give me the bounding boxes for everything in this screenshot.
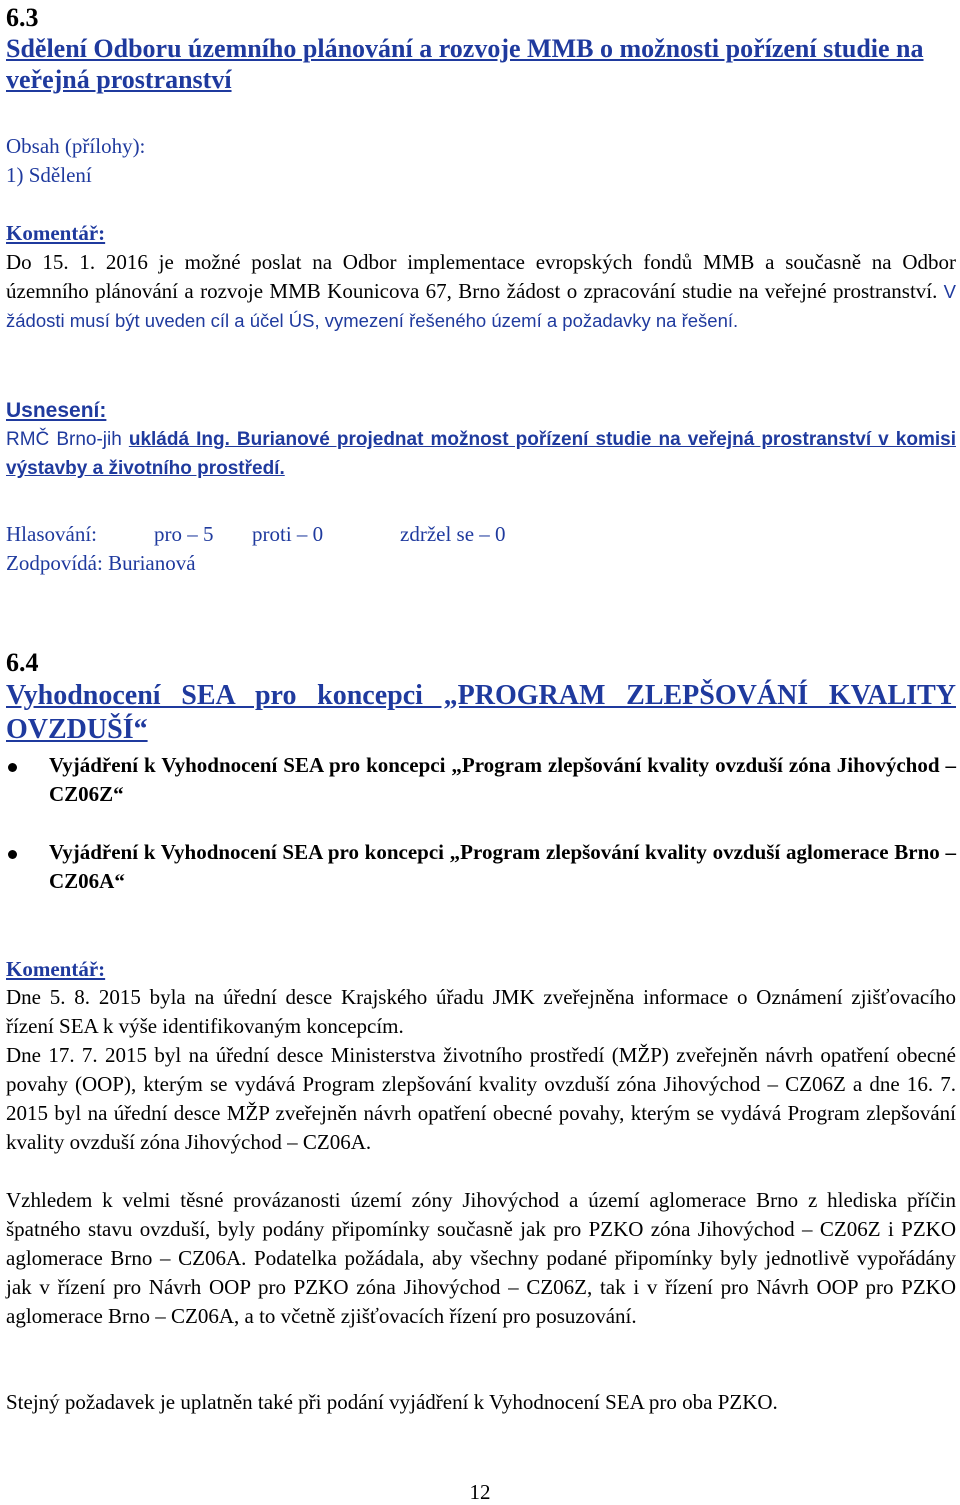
vote-against: proti – 0 <box>252 522 324 546</box>
content-label: Obsah (přílohy): <box>6 134 146 158</box>
bullet-item-2 <box>6 838 956 898</box>
vote-for: pro – 5 <box>154 522 214 546</box>
resolution-body: ukládá Ing. Burianové projednat možnost pořízení studie na veřejná prostranství v komisi výstavby a životního prostředí. <box>6 429 956 479</box>
section-6-4-number: 6.4 <box>6 648 39 677</box>
comment-text-6-3-part1: Do 15. 1. 2016 je možné poslat na Odbor implementace evropských fondů MMB a současně na Odbor územního plánování a rozvoje MMB Kounicova 67, Brno žádost o zpracování studie na veřejné prostranství. <box>6 250 956 303</box>
attachment-item[interactable]: 1) Sdělení <box>6 163 92 187</box>
bullet-text-2: Vyjádření k Vyhodnocení SEA pro koncepci „Program zlepšování kvality ovzduší aglomerace Brno – CZ06A“ <box>49 840 956 893</box>
bullet-item-1 <box>6 751 956 811</box>
comment-paragraph-4: Stejný požadavek je uplatněn také při podání vyjádření k Vyhodnocení SEA pro oba PZKO. <box>6 1390 778 1414</box>
comment-label-6-3: Komentář: <box>6 221 106 245</box>
comment-text-6-3 <box>6 248 956 335</box>
comment-label-6-4: Komentář: <box>6 957 106 981</box>
section-6-4-title: Vyhodnocení SEA pro koncepci „PROGRAM ZLEPŠOVÁNÍ KVALITY OVZDUŠÍ“ <box>6 680 956 745</box>
page-number: 12 <box>469 1480 491 1504</box>
responsible: Zodpovídá: Burianová <box>6 551 196 575</box>
comment-paragraph-2: Dne 17. 7. 2015 byl na úřední desce Ministerstva životního prostředí (MŽP) zveřejněn návrh opatření obecné povahy (OOP), kterým se vydává Program zlepšování kvality ovzduší zóna Jihovýchod – CZ06Z a dne 16. 7. 2015 byl na úřední desce MŽP zveřejněn návrh opatření obecné povahy, kterým se vydává Program zlepšování kvality ovzduší zóna Jihovýchod – CZ06A. <box>6 1043 956 1154</box>
resolution-label: Usnesení: <box>6 399 107 422</box>
comment-paragraph-3: Vzhledem k velmi těsné provázanosti území zóny Jihovýchod a území aglomerace Brno z hlediska příčin špatného stavu ovzduší, byly podány připomínky současně jak pro PZKO zóna Jihovýchod – CZ06Z i PZKO aglomerace Brno – CZ06A. Podatelka požádala, aby všechny podané připomínky byly jednotlivě vypořádány jak v řízení pro Návrh OOP pro PZKO zóna Jihovýchod – CZ06Z, tak i v řízení pro Návrh OOP pro PZKO aglomerace Brno – CZ06A, a to včetně zjišťovacích řízení pro posuzování. <box>6 1188 956 1328</box>
resolution-prefix: RMČ Brno-jih <box>6 429 129 450</box>
section-6-3-number: 6.3 <box>6 3 39 32</box>
vote-abstain: zdržel se – 0 <box>400 522 506 546</box>
vote-label: Hlasování: <box>6 522 97 546</box>
bullet-icon <box>8 763 17 772</box>
vote-row <box>6 520 956 549</box>
comment-text-6-3-part2: V žádosti musí být uveden cíl a účel ÚS, vymezení řešeného území a požadavky na řešení. <box>6 281 956 331</box>
bullet-text-1: Vyjádření k Vyhodnocení SEA pro koncepci „Program zlepšování kvality ovzduší zóna Jihovýchod – CZ06Z“ <box>49 753 956 806</box>
section-6-3-title: Sdělení Odboru územního plánování a rozvoje MMB o možnosti pořízení studie na veřejná prostranství <box>6 34 924 94</box>
resolution-text <box>6 425 956 483</box>
bullet-icon <box>8 850 17 859</box>
comment-paragraph-1: Dne 5. 8. 2015 byla na úřední desce Krajského úřadu JMK zveřejněna informace o Oznámení zjišťovacího řízení SEA k výše identifikovaným koncepcím. <box>6 985 956 1038</box>
